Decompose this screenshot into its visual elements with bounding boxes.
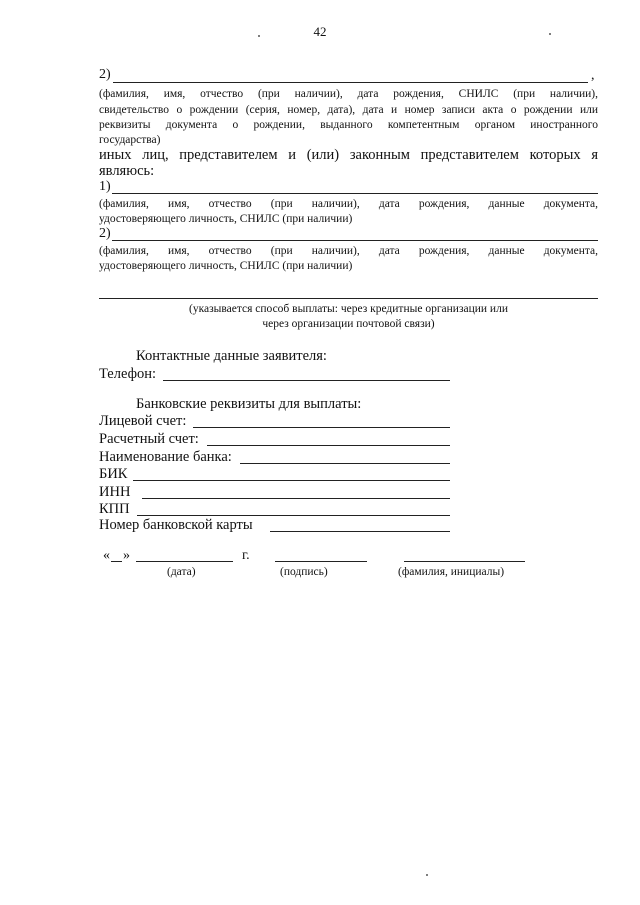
- field-note: (фамилия, имя, отчество (при наличии), дата рождения, данные документа,: [99, 245, 598, 257]
- signature-field[interactable]: [275, 561, 367, 562]
- field-note: государства): [99, 134, 161, 146]
- kpp-label: КПП: [99, 501, 130, 517]
- field-note: (указывается способ выплаты: через кредитные организации или: [189, 303, 508, 315]
- date-quote-open: «: [103, 548, 110, 563]
- inn-field[interactable]: [142, 498, 450, 499]
- person-2-field[interactable]: [112, 240, 598, 241]
- kpp-field[interactable]: [137, 515, 450, 516]
- year-suffix: г.: [242, 548, 250, 563]
- settlement-account-field[interactable]: [207, 445, 450, 446]
- name-caption: (фамилия, инициалы): [398, 566, 505, 578]
- child-info-field[interactable]: [113, 82, 588, 83]
- item-number: 2): [99, 226, 111, 241]
- field-note: через организации почтовой связи): [262, 318, 435, 330]
- field-note: (фамилия, имя, отчество (при наличии), дата рождения, СНИЛС (при наличии),: [99, 88, 598, 100]
- bik-label: БИК: [99, 466, 128, 482]
- inn-label: ИНН: [99, 484, 131, 500]
- signature-caption: (подпись): [280, 566, 328, 578]
- bank-name-field[interactable]: [240, 463, 450, 464]
- personal-account-field[interactable]: [193, 427, 450, 428]
- item-number: 2): [99, 67, 111, 82]
- settlement-account-label: Расчетный счет:: [99, 431, 199, 447]
- date-caption: (дата): [167, 566, 196, 578]
- body-text: являюсь:: [99, 163, 155, 179]
- bik-field[interactable]: [133, 480, 450, 481]
- trailing-comma: ,: [591, 68, 595, 83]
- contacts-heading: Контактные данные заявителя:: [136, 348, 327, 364]
- payment-method-field[interactable]: [99, 298, 598, 299]
- field-note: свидетельство о рождении (серия, номер, дата), дата и номер записи акта о рождении или: [99, 104, 598, 116]
- personal-account-label: Лицевой счет:: [99, 413, 187, 429]
- day-field[interactable]: [111, 561, 122, 562]
- scan-speck: [426, 874, 428, 876]
- scan-speck: [549, 33, 551, 35]
- field-note: удостоверяющего личность, СНИЛС (при наличии): [99, 260, 353, 272]
- card-number-label: Номер банковской карты: [99, 517, 253, 533]
- item-number: 1): [99, 179, 111, 194]
- date-quote-close: »: [123, 548, 130, 563]
- person-1-field[interactable]: [112, 193, 598, 194]
- scan-speck: [258, 35, 260, 37]
- phone-field[interactable]: [163, 380, 450, 381]
- field-note: реквизиты документа о рождении, выданного компетентным органом иностранного: [99, 119, 598, 131]
- card-number-field[interactable]: [270, 531, 450, 532]
- field-note: (фамилия, имя, отчество (при наличии), дата рождения, данные документа,: [99, 198, 598, 210]
- page-number: 42: [313, 24, 327, 39]
- bank-name-label: Наименование банка:: [99, 449, 232, 465]
- month-field[interactable]: [136, 561, 233, 562]
- bank-heading: Банковские реквизиты для выплаты:: [136, 396, 362, 412]
- phone-label: Телефон:: [99, 366, 157, 382]
- field-note: удостоверяющего личность, СНИЛС (при наличии): [99, 213, 353, 225]
- body-text: иных лиц, представителем и (или) законным представителем которых я: [99, 147, 598, 163]
- name-initials-field[interactable]: [404, 561, 525, 562]
